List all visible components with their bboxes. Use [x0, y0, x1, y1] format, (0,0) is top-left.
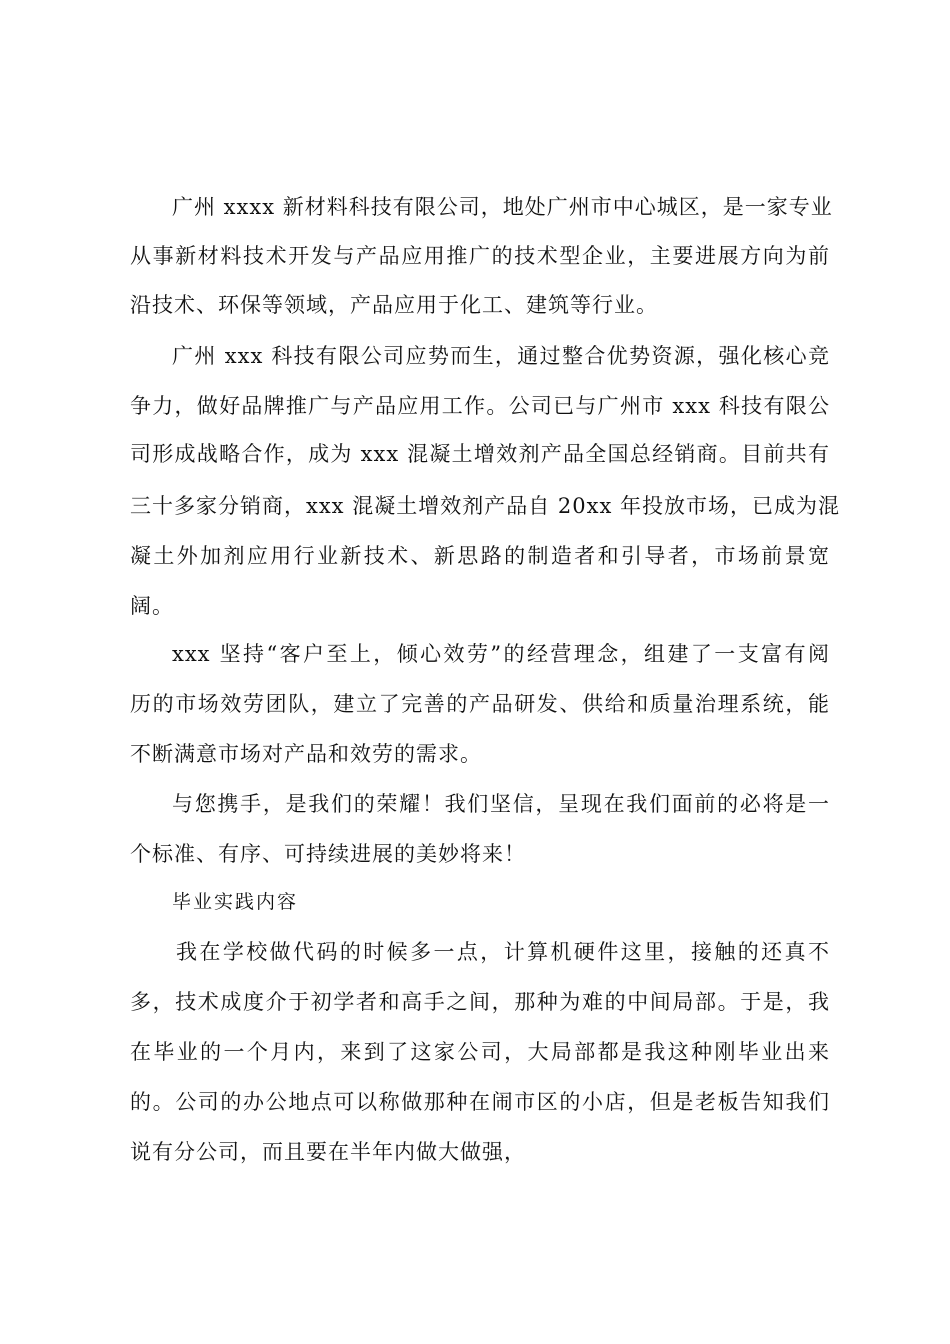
paragraph-2-line-5: 凝土外加剂应用行业新技术、新思路的制造者和引导者，市场前景宽 — [130, 544, 830, 568]
paragraph-6-line-3: 在毕业的一个月内，来到了这家公司，大局部都是我这种刚毕业出来 — [130, 1040, 830, 1064]
paragraph-2-line-1: 广州 xxx 科技有限公司应势而生，通过整合优势资源，强化核心竞 — [172, 344, 830, 368]
section-heading: 毕业实践内容 — [172, 891, 299, 913]
paragraph-2-line-3: 司形成战略合作，成为 xxx 混凝土增效剂产品全国总经销商。目前共有 — [130, 442, 830, 466]
paragraph-2-line-4: 三十多家分销商，xxx 混凝土增效剂产品自 20xx 年投放市场，已成为混 — [130, 494, 840, 518]
paragraph-6-line-1: 我在学校做代码的时候多一点，计算机硬件这里，接触的还真不 — [176, 940, 830, 964]
paragraph-4-line-1: 与您携手，是我们的荣耀！我们坚信，呈现在我们面前的必将是一 — [172, 792, 830, 816]
paragraph-6-line-2: 多，技术成度介于初学者和高手之间，那种为难的中间局部。于是，我 — [130, 990, 830, 1014]
paragraph-1-line-2: 从事新材料技术开发与产品应用推广的技术型企业，主要进展方向为前 — [130, 244, 830, 268]
paragraph-1-line-3: 沿技术、环保等领域，产品应用于化工、建筑等行业。 — [130, 293, 658, 317]
paragraph-6-line-4: 的。公司的办公地点可以称做那种在闹市区的小店，但是老板告知我们 — [130, 1090, 830, 1114]
paragraph-3-line-2: 历的市场效劳团队，建立了完善的产品研发、供给和质量治理系统，能 — [130, 692, 830, 716]
paragraph-2-line-2: 争力，做好品牌推广与产品应用工作。公司已与广州市 xxx 科技有限公 — [130, 394, 830, 418]
paragraph-6-line-5: 说有分公司，而且要在半年内做大做强， — [130, 1140, 526, 1164]
paragraph-4-line-2: 个标准、有序、可持续进展的美妙将来！ — [130, 842, 526, 866]
paragraph-3-line-3: 不断满意市场对产品和效劳的需求。 — [130, 742, 482, 766]
paragraph-3-line-1: xxx 坚持“客户至上，倾心效劳”的经营理念，组建了一支富有阅 — [172, 642, 830, 666]
paragraph-1-line-1: 广州 xxxx 新材料科技有限公司，地处广州市中心城区，是一家专业 — [172, 195, 833, 219]
paragraph-2-line-6: 阔。 — [130, 594, 174, 618]
